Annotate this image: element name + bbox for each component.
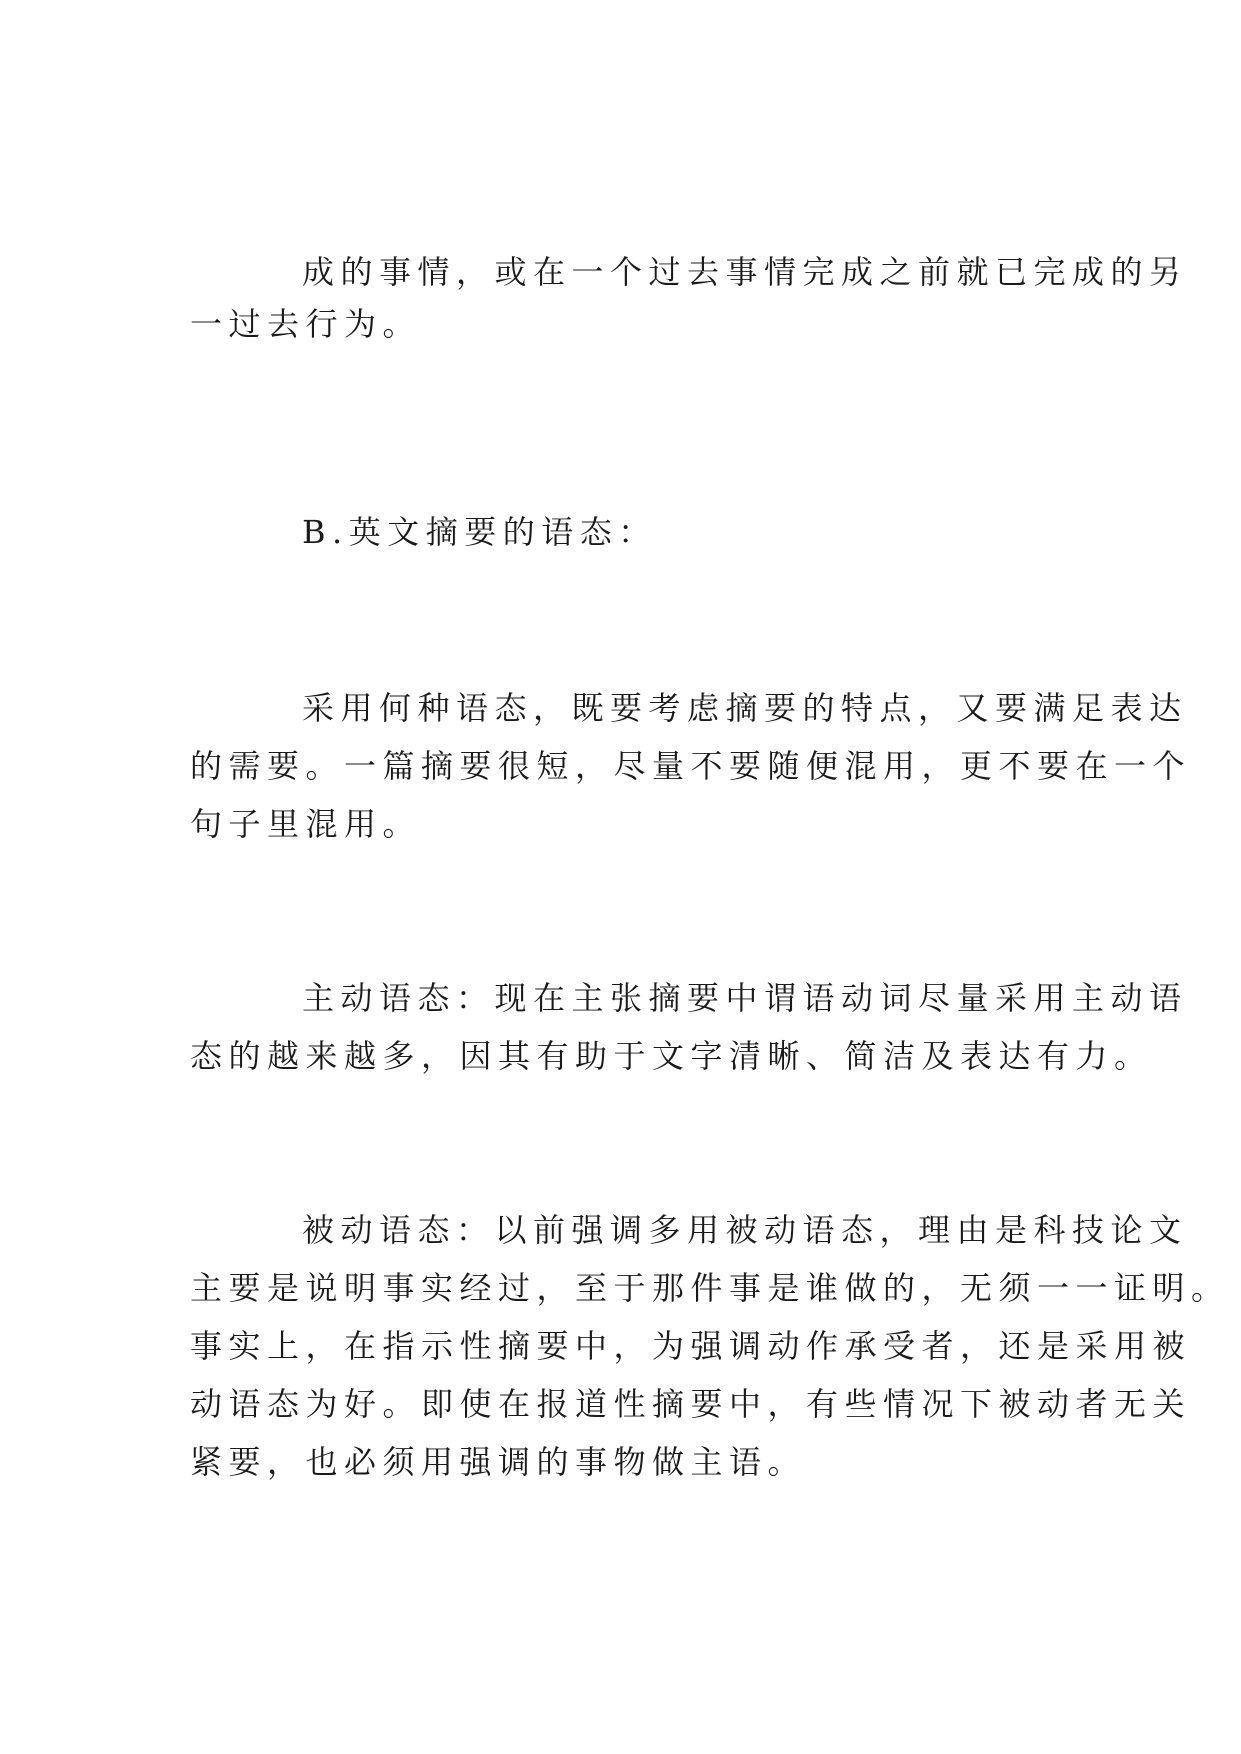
- text-line: 被动语态：以前强调多用被动语态，理由是科技论文: [302, 1211, 1188, 1249]
- text-line: 事实上，在指示性摘要中，为强调动作承受者，还是采用被: [190, 1327, 1192, 1365]
- text-line: 动语态为好。即使在报道性摘要中，有些情况下被动者无关: [190, 1385, 1192, 1423]
- text-line: 态的越来越多，因其有助于文字清晰、简洁及表达有力。: [190, 1037, 1153, 1075]
- text-line: 紧要，也必须用强调的事物做主语。: [190, 1443, 807, 1481]
- text-line: 采用何种语态，既要考虑摘要的特点，又要满足表达: [302, 689, 1188, 727]
- text-line: 一过去行为。: [190, 305, 422, 343]
- text-line: 主要是说明事实经过，至于那件事是谁做的，无须一一证明。: [190, 1269, 1230, 1307]
- text-line: 句子里混用。: [190, 805, 422, 843]
- text-line: 成的事情，或在一个过去事情完成之前就已完成的另: [302, 253, 1188, 291]
- text-line: 主动语态：现在主张摘要中谓语动词尽量采用主动语: [302, 979, 1188, 1017]
- text-line: 的需要。一篇摘要很短，尽量不要随便混用，更不要在一个: [190, 747, 1192, 785]
- heading-text: B.英文摘要的语态：: [302, 513, 657, 551]
